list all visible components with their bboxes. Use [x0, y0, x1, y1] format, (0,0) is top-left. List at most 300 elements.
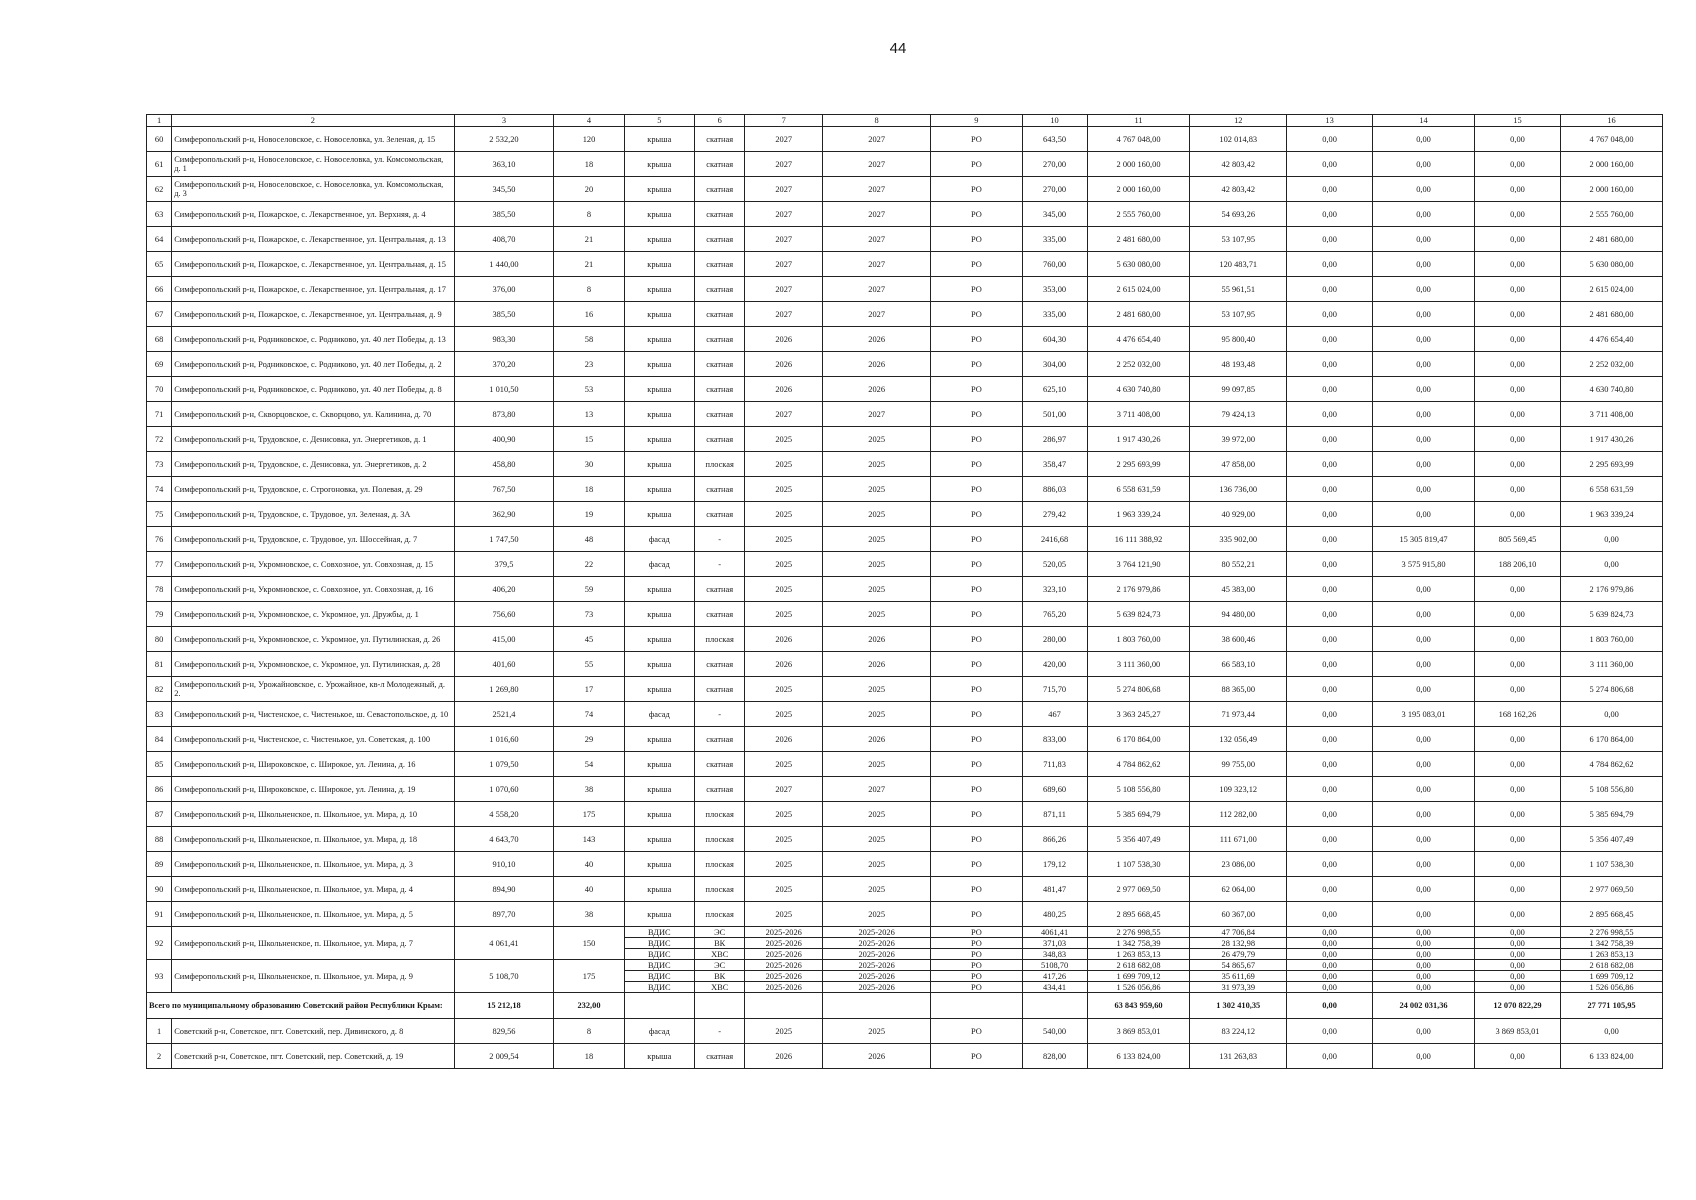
column-number-10: 10: [1022, 115, 1087, 127]
cell-unit: 323,10: [1022, 577, 1087, 602]
cell-total: 2 895 668,45: [1087, 902, 1190, 927]
cell-total: 6 170 864,00: [1087, 727, 1190, 752]
cell-type: крыша: [624, 877, 694, 902]
cell-src: РО: [931, 277, 1022, 302]
cell-y1: 2025: [745, 502, 823, 527]
cell-f15: 0,00: [1474, 377, 1560, 402]
cell-f14: 0,00: [1373, 777, 1475, 802]
cell-y2: 2025: [823, 702, 931, 727]
total-row: [147, 993, 1663, 1019]
column-number-15: 15: [1474, 115, 1560, 127]
cell-unit: 481,47: [1022, 877, 1087, 902]
cell-area: 983,30: [454, 327, 554, 352]
total-label: Всего по муниципальному образованию Советский район Республики Крым:: [147, 993, 455, 1019]
cell-src: РО: [931, 177, 1022, 202]
cell-f16: 27 771 105,95: [1561, 993, 1663, 1019]
cell-addr: Симферопольский р-н, Трудовское, с. Денисовка, ул. Энергетиков, д. 2: [172, 452, 454, 477]
cell-total: 1 803 760,00: [1087, 627, 1190, 652]
cell-y2: 2027: [823, 277, 931, 302]
cell-y1: 2026: [745, 627, 823, 652]
cell-f16: 4 767 048,00: [1561, 127, 1663, 152]
cell-total: 5 108 556,80: [1087, 777, 1190, 802]
cell-fee: 99 755,00: [1190, 752, 1287, 777]
cell-f15: 188 206,10: [1474, 552, 1560, 577]
cell-f16: 2 295 693,99: [1561, 452, 1663, 477]
cell-src: РО: [931, 552, 1022, 577]
cell-unit: 304,00: [1022, 352, 1087, 377]
cell-f14: 0,00: [1373, 477, 1475, 502]
cell-f13: 0,00: [1287, 627, 1373, 652]
cell-src: РО: [931, 777, 1022, 802]
cell-y2: 2025: [823, 1019, 931, 1044]
cell-sub: скатная: [694, 402, 744, 427]
cell-f15: 0,00: [1474, 727, 1560, 752]
cell-total: 5 356 407,49: [1087, 827, 1190, 852]
cell-f16: 1 917 430,26: [1561, 427, 1663, 452]
cell-n: 85: [147, 752, 172, 777]
cell-res: 74: [554, 702, 624, 727]
cell-f14: 0,00: [1373, 877, 1475, 902]
cell-f15: 0,00: [1474, 277, 1560, 302]
cell-area: 767,50: [454, 477, 554, 502]
table-row: [147, 552, 1663, 577]
cell-y2: 2025: [823, 427, 931, 452]
cell-y1: 2025-2026: [745, 949, 823, 960]
cell-y2: 2025-2026: [823, 949, 931, 960]
cell-total: 1 917 430,26: [1087, 427, 1190, 452]
cell-sub: ЭС: [694, 927, 744, 938]
cell-total: 2 295 693,99: [1087, 452, 1190, 477]
table-row: [147, 127, 1663, 152]
cell-f13: 0,00: [1287, 177, 1373, 202]
cell-f16: 1 263 853,13: [1561, 949, 1663, 960]
cell-total: 1 107 538,30: [1087, 852, 1190, 877]
cell-area: 408,70: [454, 227, 554, 252]
cell-unit: 5108,70: [1022, 960, 1087, 971]
cell-sub: ВК: [694, 971, 744, 982]
cell-fee: 38 600,46: [1190, 627, 1287, 652]
empty-cell: [931, 993, 1022, 1019]
cell-f15: 0,00: [1474, 677, 1560, 702]
cell-f14: 0,00: [1373, 377, 1475, 402]
cell-unit: 625,10: [1022, 377, 1087, 402]
cell-y1: 2027: [745, 777, 823, 802]
empty-cell: [694, 993, 744, 1019]
cell-y2: 2025-2026: [823, 971, 931, 982]
cell-sub: скатная: [694, 227, 744, 252]
cell-n: 69: [147, 352, 172, 377]
cell-addr: Симферопольский р-н, Родниковское, с. Родниково, ул. 40 лет Победы, д. 8: [172, 377, 454, 402]
cell-f16: 1 526 056,86: [1561, 982, 1663, 993]
cell-f16: 3 711 408,00: [1561, 402, 1663, 427]
cell-f16: 5 385 694,79: [1561, 802, 1663, 827]
column-number-1: 1: [147, 115, 172, 127]
cell-f15: 0,00: [1474, 971, 1560, 982]
cell-f14: 0,00: [1373, 949, 1475, 960]
cell-src: РО: [931, 949, 1022, 960]
cell-n: 93: [147, 960, 172, 993]
cell-unit: 604,30: [1022, 327, 1087, 352]
cell-sub: -: [694, 552, 744, 577]
cell-y2: 2027: [823, 777, 931, 802]
cell-src: РО: [931, 627, 1022, 652]
cell-sub: скатная: [694, 327, 744, 352]
cell-f14: 0,00: [1373, 352, 1475, 377]
cell-f16: 2 615 024,00: [1561, 277, 1663, 302]
column-number-14: 14: [1373, 115, 1475, 127]
cell-sub: скатная: [694, 177, 744, 202]
cell-fee: 23 086,00: [1190, 852, 1287, 877]
cell-area: 873,80: [454, 402, 554, 427]
cell-fee: 55 961,51: [1190, 277, 1287, 302]
cell-fee: 39 972,00: [1190, 427, 1287, 452]
cell-f16: 5 639 824,73: [1561, 602, 1663, 627]
cell-unit: 270,00: [1022, 177, 1087, 202]
cell-addr: Симферопольский р-н, Пожарское, с. Лекарственное, ул. Центральная, д. 9: [172, 302, 454, 327]
cell-sub: скатная: [694, 427, 744, 452]
cell-src: РО: [931, 402, 1022, 427]
cell-src: РО: [931, 127, 1022, 152]
cell-y1: 2027: [745, 177, 823, 202]
cell-n: 65: [147, 252, 172, 277]
cell-addr: Симферопольский р-н, Родниковское, с. Родниково, ул. 40 лет Победы, д. 13: [172, 327, 454, 352]
cell-total: 4 476 654,40: [1087, 327, 1190, 352]
table-row: [147, 427, 1663, 452]
cell-f13: 0,00: [1287, 152, 1373, 177]
cell-f16: 5 630 080,00: [1561, 252, 1663, 277]
cell-f16: 5 356 407,49: [1561, 827, 1663, 852]
cell-fee: 120 483,71: [1190, 252, 1287, 277]
cell-res: 175: [554, 960, 624, 993]
cell-area: 362,90: [454, 502, 554, 527]
cell-area: 400,90: [454, 427, 554, 452]
cell-unit: 540,00: [1022, 1019, 1087, 1044]
cell-f13: 0,00: [1287, 827, 1373, 852]
cell-fee: 54 865,67: [1190, 960, 1287, 971]
cell-y2: 2025: [823, 602, 931, 627]
cell-src: РО: [931, 352, 1022, 377]
cell-res: 40: [554, 852, 624, 877]
cell-f13: 0,00: [1287, 252, 1373, 277]
cell-sub: ХВС: [694, 982, 744, 993]
cell-f16: 3 111 360,00: [1561, 652, 1663, 677]
cell-f15: 0,00: [1474, 452, 1560, 477]
cell-src: РО: [931, 802, 1022, 827]
cell-type: крыша: [624, 627, 694, 652]
cell-area: 458,80: [454, 452, 554, 477]
cell-y1: 2025-2026: [745, 938, 823, 949]
cell-f14: 0,00: [1373, 802, 1475, 827]
cell-fee: 48 193,48: [1190, 352, 1287, 377]
cell-f14: 0,00: [1373, 971, 1475, 982]
cell-y2: 2025-2026: [823, 938, 931, 949]
cell-f15: 0,00: [1474, 802, 1560, 827]
cell-y2: 2025: [823, 827, 931, 852]
empty-cell: [624, 993, 694, 1019]
cell-res: 40: [554, 877, 624, 902]
cell-area: 1 747,50: [454, 527, 554, 552]
cell-area: 401,60: [454, 652, 554, 677]
cell-addr: Симферопольский р-н, Трудовское, с. Трудовое, ул. Шоссейная, д. 7: [172, 527, 454, 552]
cell-f14: 0,00: [1373, 202, 1475, 227]
cell-f15: 0,00: [1474, 938, 1560, 949]
cell-f13: 0,00: [1287, 938, 1373, 949]
cell-sub: плоская: [694, 627, 744, 652]
cell-src: РО: [931, 652, 1022, 677]
cell-y1: 2025: [745, 852, 823, 877]
column-number-4: 4: [554, 115, 624, 127]
cell-sub: скатная: [694, 752, 744, 777]
cell-f14: 0,00: [1373, 982, 1475, 993]
cell-area: 1 269,80: [454, 677, 554, 702]
cell-n: 66: [147, 277, 172, 302]
cell-f16: 5 274 806,68: [1561, 677, 1663, 702]
cell-type: крыша: [624, 502, 694, 527]
cell-res: 30: [554, 452, 624, 477]
cell-addr: Симферопольский р-н, Школьненское, п. Школьное, ул. Мира, д. 5: [172, 902, 454, 927]
cell-f14: 3 195 083,01: [1373, 702, 1475, 727]
cell-f13: 0,00: [1287, 502, 1373, 527]
cell-res: 38: [554, 902, 624, 927]
cell-total: 2 252 032,00: [1087, 352, 1190, 377]
cell-area: 5 108,70: [454, 960, 554, 993]
cell-y1: 2025: [745, 752, 823, 777]
cell-y1: 2025: [745, 527, 823, 552]
cell-f14: 0,00: [1373, 152, 1475, 177]
table-row: [147, 227, 1663, 252]
cell-f13: 0,00: [1287, 527, 1373, 552]
cell-f16: 5 108 556,80: [1561, 777, 1663, 802]
cell-f13: 0,00: [1287, 302, 1373, 327]
table-row: [147, 502, 1663, 527]
cell-n: 70: [147, 377, 172, 402]
cell-res: 8: [554, 1019, 624, 1044]
cell-f16: 1 803 760,00: [1561, 627, 1663, 652]
cell-total: 2 977 069,50: [1087, 877, 1190, 902]
cell-src: РО: [931, 602, 1022, 627]
cell-area: 406,20: [454, 577, 554, 602]
cell-n: 64: [147, 227, 172, 252]
cell-unit: 335,00: [1022, 302, 1087, 327]
cell-total: 2 000 160,00: [1087, 177, 1190, 202]
cell-sub: скатная: [694, 777, 744, 802]
cell-n: 81: [147, 652, 172, 677]
cell-total: 4 767 048,00: [1087, 127, 1190, 152]
cell-src: РО: [931, 527, 1022, 552]
cell-f15: 0,00: [1474, 352, 1560, 377]
cell-f15: 0,00: [1474, 252, 1560, 277]
cell-addr: Симферопольский р-н, Укромновское, с. Укромное, ул. Путилинская, д. 28: [172, 652, 454, 677]
cell-unit: 4061,41: [1022, 927, 1087, 938]
cell-fee: 80 552,21: [1190, 552, 1287, 577]
cell-type: крыша: [624, 602, 694, 627]
cell-unit: 715,70: [1022, 677, 1087, 702]
cell-y1: 2025: [745, 877, 823, 902]
cell-f15: 0,00: [1474, 202, 1560, 227]
cell-type: ВДИС: [624, 938, 694, 949]
cell-f16: 0,00: [1561, 527, 1663, 552]
cell-fee: 40 929,00: [1190, 502, 1287, 527]
cell-f15: 0,00: [1474, 982, 1560, 993]
cell-f13: 0,00: [1287, 993, 1373, 1019]
cell-fee: 132 056,49: [1190, 727, 1287, 752]
cell-f16: 2 618 682,08: [1561, 960, 1663, 971]
cell-type: крыша: [624, 577, 694, 602]
cell-src: РО: [931, 227, 1022, 252]
cell-f14: 0,00: [1373, 577, 1475, 602]
cell-res: 23: [554, 352, 624, 377]
cell-unit: 689,60: [1022, 777, 1087, 802]
cell-total: 2 481 680,00: [1087, 227, 1190, 252]
cell-y1: 2026: [745, 352, 823, 377]
cell-sub: скатная: [694, 677, 744, 702]
cell-f15: 0,00: [1474, 327, 1560, 352]
cell-f15: 0,00: [1474, 752, 1560, 777]
cell-type: крыша: [624, 827, 694, 852]
cell-type: фасад: [624, 552, 694, 577]
cell-f15: 0,00: [1474, 127, 1560, 152]
cell-src: РО: [931, 152, 1022, 177]
cell-total: 6 133 824,00: [1087, 1044, 1190, 1069]
cell-addr: Советский р-н, Советское, пгт. Советский, пер. Советский, д. 19: [172, 1044, 454, 1069]
cell-f15: 0,00: [1474, 927, 1560, 938]
cell-total: 3 363 245,27: [1087, 702, 1190, 727]
cell-res: 20: [554, 177, 624, 202]
cell-f16: 2 176 979,86: [1561, 577, 1663, 602]
cell-y1: 2027: [745, 402, 823, 427]
cell-area: 4 643,70: [454, 827, 554, 852]
cell-total: 3 711 408,00: [1087, 402, 1190, 427]
cell-f15: 0,00: [1474, 502, 1560, 527]
cell-f15: 805 569,45: [1474, 527, 1560, 552]
cell-f16: 1 699 709,12: [1561, 971, 1663, 982]
cell-y1: 2025: [745, 902, 823, 927]
cell-sub: скатная: [694, 252, 744, 277]
cell-f16: 0,00: [1561, 702, 1663, 727]
cell-res: 53: [554, 377, 624, 402]
column-number-7: 7: [745, 115, 823, 127]
cell-fee: 94 480,00: [1190, 602, 1287, 627]
cell-fee: 335 902,00: [1190, 527, 1287, 552]
cell-res: 150: [554, 927, 624, 960]
column-number-12: 12: [1190, 115, 1287, 127]
cell-f16: 2 000 160,00: [1561, 152, 1663, 177]
cell-sub: скатная: [694, 377, 744, 402]
cell-f15: 0,00: [1474, 777, 1560, 802]
cell-total: 2 000 160,00: [1087, 152, 1190, 177]
cell-type: крыша: [624, 252, 694, 277]
cell-n: 92: [147, 927, 172, 960]
cell-res: 15: [554, 427, 624, 452]
cell-f13: 0,00: [1287, 402, 1373, 427]
cell-unit: 280,00: [1022, 627, 1087, 652]
cell-res: 18: [554, 1044, 624, 1069]
cell-f13: 0,00: [1287, 477, 1373, 502]
cell-f14: 0,00: [1373, 902, 1475, 927]
cell-n: 77: [147, 552, 172, 577]
cell-type: крыша: [624, 327, 694, 352]
table-row-part: [147, 927, 1663, 938]
cell-y1: 2025: [745, 552, 823, 577]
cell-f16: 2 000 160,00: [1561, 177, 1663, 202]
cell-res: 120: [554, 127, 624, 152]
cell-f15: 0,00: [1474, 302, 1560, 327]
cell-sub: скатная: [694, 352, 744, 377]
cell-unit: 420,00: [1022, 652, 1087, 677]
cell-f13: 0,00: [1287, 960, 1373, 971]
cell-fee: 109 323,12: [1190, 777, 1287, 802]
cell-f14: 24 002 031,36: [1373, 993, 1475, 1019]
cell-n: 1: [147, 1019, 172, 1044]
cell-sub: скатная: [694, 127, 744, 152]
cell-type: крыша: [624, 902, 694, 927]
cell-unit: 358,47: [1022, 452, 1087, 477]
cell-y1: 2027: [745, 227, 823, 252]
cell-area: 897,70: [454, 902, 554, 927]
cell-n: 74: [147, 477, 172, 502]
cell-area: 15 212,18: [454, 993, 554, 1019]
cell-y2: 2025-2026: [823, 982, 931, 993]
cell-y1: 2026: [745, 1044, 823, 1069]
cell-area: 894,90: [454, 877, 554, 902]
cell-f14: 0,00: [1373, 627, 1475, 652]
cell-f13: 0,00: [1287, 1019, 1373, 1044]
cell-unit: 270,00: [1022, 152, 1087, 177]
cell-type: крыша: [624, 402, 694, 427]
cell-y1: 2025: [745, 602, 823, 627]
cell-y2: 2026: [823, 627, 931, 652]
cell-addr: Советский р-н, Советское, пгт. Советский, пер. Дивинского, д. 8: [172, 1019, 454, 1044]
cell-unit: 711,83: [1022, 752, 1087, 777]
empty-cell: [745, 993, 823, 1019]
cell-f13: 0,00: [1287, 949, 1373, 960]
cell-f14: 0,00: [1373, 1019, 1475, 1044]
cell-fee: 60 367,00: [1190, 902, 1287, 927]
cell-res: 54: [554, 752, 624, 777]
table-row: [147, 827, 1663, 852]
cell-src: РО: [931, 727, 1022, 752]
cell-res: 22: [554, 552, 624, 577]
cell-y2: 2027: [823, 202, 931, 227]
cell-src: РО: [931, 702, 1022, 727]
cell-f15: 3 869 853,01: [1474, 1019, 1560, 1044]
cell-type: крыша: [624, 852, 694, 877]
cell-f14: 0,00: [1373, 177, 1475, 202]
cell-y2: 2025: [823, 802, 931, 827]
cell-src: РО: [931, 752, 1022, 777]
cell-unit: 871,11: [1022, 802, 1087, 827]
cell-f13: 0,00: [1287, 702, 1373, 727]
cell-y1: 2025-2026: [745, 927, 823, 938]
cell-f13: 0,00: [1287, 577, 1373, 602]
cell-type: ВДИС: [624, 982, 694, 993]
cell-total: 2 618 682,08: [1087, 960, 1190, 971]
cell-n: 72: [147, 427, 172, 452]
cell-res: 48: [554, 527, 624, 552]
cell-y1: 2025-2026: [745, 960, 823, 971]
cell-n: 61: [147, 152, 172, 177]
cell-f13: 0,00: [1287, 227, 1373, 252]
cell-src: РО: [931, 502, 1022, 527]
table-row: [147, 402, 1663, 427]
repair-program-table: [146, 114, 1663, 1069]
cell-y1: 2027: [745, 127, 823, 152]
cell-f14: 0,00: [1373, 852, 1475, 877]
cell-res: 19: [554, 502, 624, 527]
cell-f16: 2 276 998,55: [1561, 927, 1663, 938]
cell-f14: 0,00: [1373, 502, 1475, 527]
cell-type: крыша: [624, 802, 694, 827]
